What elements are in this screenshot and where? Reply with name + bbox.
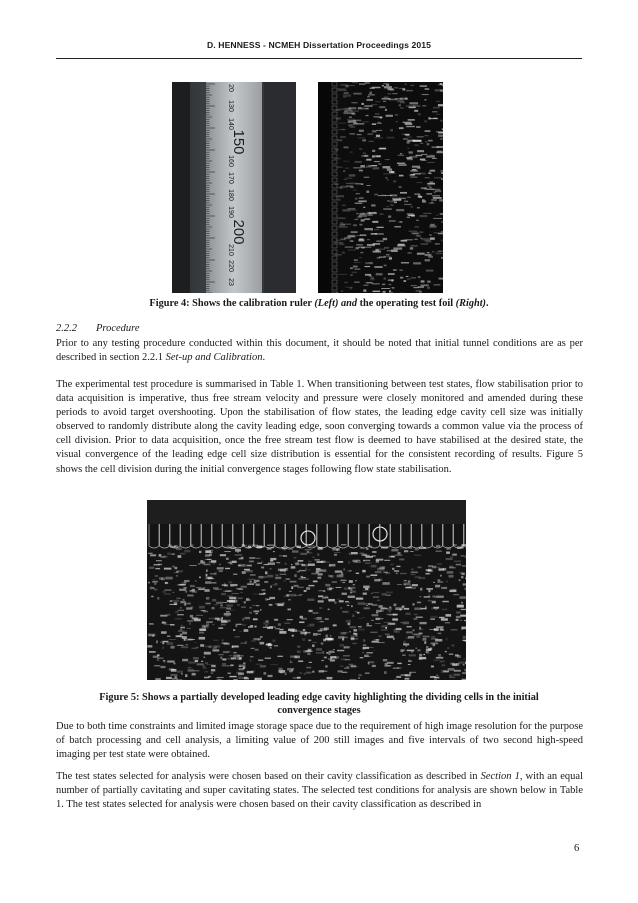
leading-edge-cavity-photo [147,500,466,680]
test-foil-graphic [318,82,443,293]
paragraph-4 [56,770,583,812]
ruler-label: 20 [227,84,234,92]
calibration-ruler-photo [172,82,296,293]
running-header: D. HENNESS - NCMEH Dissertation Proceedings 2015 [207,40,431,50]
header-rule [56,58,582,59]
paragraph-text: The test states selected for analysis were chosen based on their cavity classification as described in [56,771,481,782]
section-reference: Set-up and Calibration [165,352,263,364]
ruler-graphic [172,82,296,293]
ruler-label: 130 [227,100,234,112]
cavity-graphic [147,500,466,680]
section-reference: Section 1 [480,771,520,782]
paragraph-3: Due to both time constraints and limited image storage space due to the requirement of high image resolution for the purpose of batch processing and cell analysis, a limiting value of 200 still images and five intervals of two second high-speed imaging per test state were obtained. [56,721,583,761]
ruler-label: 140 [227,118,234,130]
ruler-label: 200 [230,219,247,245]
paragraph-text: Prior to any testing procedure conducted within this document, it should be noted that initial tunnel conditions are as per described in section 2.2.1 [56,338,583,364]
section-heading [56,323,140,334]
paragraph-1 [56,337,583,365]
ruler-label: 150 [230,129,247,155]
paragraph-text: , with an equal number of partially cavitating and super cavitating states. The selected test conditions for analysis are shown below in Table 1. The test states selected for analysis were chosen based on their cavity classification as described in [56,771,583,811]
caption-left-label: (Left) [314,298,339,309]
caption-line-1: Figure 5: Shows a partially developed leading edge cavity highlighting the dividing cells in the initial [99,692,539,703]
ruler-label: 190 [227,206,234,218]
test-foil-photo [318,82,443,293]
paragraph-2: The experimental test procedure is summarised in Table 1. When transitioning between test states, flow stabilisation prior to data acquisition is imperative, thus free stream velocity and pressure were closely monitored and amended during these periods to avoid target overshooting. Upon the stabilisation of flow states, the leading edge cavity cell size was initially observed to randomly distribute along the cavity leading edge, soon converging towards a common value via the process of cell division. Prior to data acquisition, once the free stream test flow is deemed to have stabilised at the desired state, the visual convergence of the leading edge cell size distribution is essential for the consistent recording of results. Figure 5 shows the cell division during the initial convergence stages following flow state stabilisation. [56,379,583,475]
ruler-label: 180 [227,189,234,201]
ruler-label: 160 [227,155,234,167]
ruler-label: 220 [227,260,234,272]
caption-line-2: convergence stages [277,705,361,716]
section-title: Procedure [96,323,140,334]
ruler-label: 170 [227,172,234,184]
section-number: 2.2.2 [56,323,77,334]
caption-text: the operating test foil [359,298,456,309]
figure-5-caption [70,691,568,717]
caption-text: Figure 4: Shows the calibration ruler [149,298,315,309]
ruler-label: 23 [227,278,234,286]
ruler-label: 210 [227,244,234,256]
caption-and: and [338,298,360,309]
caption-right-label: (Right) [455,298,486,309]
figure-4-caption [60,297,578,310]
paragraph-period: . [262,352,266,364]
page-number: 6 [574,843,580,854]
caption-period: . [485,298,489,309]
